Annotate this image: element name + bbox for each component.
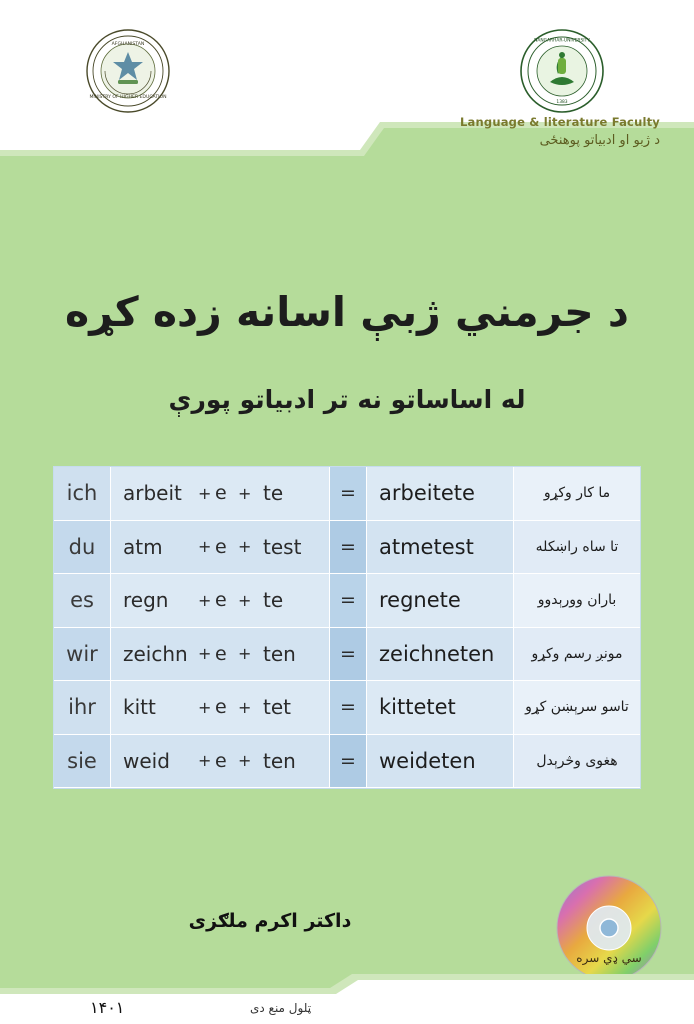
table-row <box>54 574 640 628</box>
translation-cell: باران وورېدوو <box>514 574 640 628</box>
translation-cell: ما کار وکړو <box>514 467 640 521</box>
equals-sign: = <box>330 467 367 521</box>
pronoun-cell: es <box>54 574 111 628</box>
suffix-text: test <box>263 534 302 559</box>
infix-e: e <box>215 482 227 505</box>
pronoun-cell: sie <box>54 735 111 789</box>
suffix-text: tet <box>263 695 291 720</box>
faculty-name-ps: د ژبو او ادبیاتو پوهنځی <box>539 133 660 148</box>
plus-sign-2: + <box>238 697 252 717</box>
suffix-text: ten <box>263 641 296 666</box>
equals-sign: = <box>330 681 367 735</box>
pronoun-cell: ihr <box>54 681 111 735</box>
nangarhar-university-seal <box>519 28 605 114</box>
plus-sign-1: + <box>198 644 212 664</box>
stem-text: regn <box>123 588 169 613</box>
author-name: داکتر اکرم ملګزی <box>188 910 352 932</box>
translation-cell: هغوی وڅرېدل <box>514 735 640 789</box>
plus-sign-1: + <box>198 697 212 717</box>
equals-sign: = <box>330 628 367 682</box>
table-row <box>54 467 640 521</box>
plus-sign-1: + <box>198 590 212 610</box>
equals-sign: = <box>330 521 367 575</box>
book-title-sub: له اساساتو نه تر ادبیاتو پورې <box>168 385 526 414</box>
svg-text:NANGARHAR-UNIVERSITY: NANGARHAR-UNIVERSITY <box>534 38 590 44</box>
cd-label-text: سي ډي سره <box>576 951 642 965</box>
translation-cell: مونږ رسم وکړو <box>514 628 640 682</box>
stem-text: zeichn <box>123 641 188 666</box>
svg-text:AFGHANISTAN: AFGHANISTAN <box>111 42 145 47</box>
result-cell: arbeitete <box>367 467 514 521</box>
plus-sign-2: + <box>238 483 252 503</box>
formula-cell <box>111 735 330 789</box>
result-cell: atmetest <box>367 521 514 575</box>
plus-sign-1: + <box>198 537 212 557</box>
infix-e: e <box>215 642 227 665</box>
infix-e: e <box>215 749 227 772</box>
equals-sign: = <box>330 735 367 789</box>
plus-sign-2: + <box>238 751 252 771</box>
ministry-of-higher-education-seal <box>85 28 171 114</box>
result-cell: zeichneten <box>367 628 514 682</box>
stem-text: atm <box>123 534 163 559</box>
plus-sign-2: + <box>238 644 252 664</box>
infix-e: e <box>215 589 227 612</box>
plus-sign-1: + <box>198 483 212 503</box>
copyright-note: ټلول منع دی <box>250 1001 312 1015</box>
faculty-name-block <box>300 115 660 151</box>
infix-e: e <box>215 535 227 558</box>
suffix-text: te <box>263 588 284 613</box>
infix-e: e <box>215 696 227 719</box>
suffix-text: te <box>263 481 284 506</box>
pronoun-cell: wir <box>54 628 111 682</box>
table-row <box>54 735 640 789</box>
stem-text: weid <box>123 748 170 773</box>
suffix-text: ten <box>263 748 296 773</box>
cd-disc-icon <box>555 874 663 982</box>
formula-cell <box>111 628 330 682</box>
svg-text:1383: 1383 <box>556 100 568 105</box>
faculty-name-en: Language & literature Faculty <box>460 115 660 129</box>
table-row <box>54 521 640 575</box>
conjugation-table <box>53 466 641 789</box>
formula-cell <box>111 521 330 575</box>
formula-cell <box>111 681 330 735</box>
formula-cell <box>111 574 330 628</box>
translation-cell: تاسو سرېښن کړو <box>514 681 640 735</box>
table-row <box>54 628 640 682</box>
result-cell: weideten <box>367 735 514 789</box>
stem-text: kitt <box>123 695 156 720</box>
result-cell: kittetet <box>367 681 514 735</box>
stem-text: arbeit <box>123 481 182 506</box>
svg-text:MINISTRY OF HIGHER EDUCATION: MINISTRY OF HIGHER EDUCATION <box>89 95 167 100</box>
table-row <box>54 681 640 735</box>
translation-cell: تا ساه راښکله <box>514 521 640 575</box>
plus-sign-1: + <box>198 751 212 771</box>
formula-cell <box>111 467 330 521</box>
result-cell: regnete <box>367 574 514 628</box>
plus-sign-2: + <box>238 537 252 557</box>
pronoun-cell: ich <box>54 467 111 521</box>
equals-sign: = <box>330 574 367 628</box>
plus-sign-2: + <box>238 590 252 610</box>
pronoun-cell: du <box>54 521 111 575</box>
publication-year: ۱۴۰۱ <box>90 998 125 1017</box>
book-title-main: د جرمني ژبې اسانه زده کړه <box>65 288 629 336</box>
